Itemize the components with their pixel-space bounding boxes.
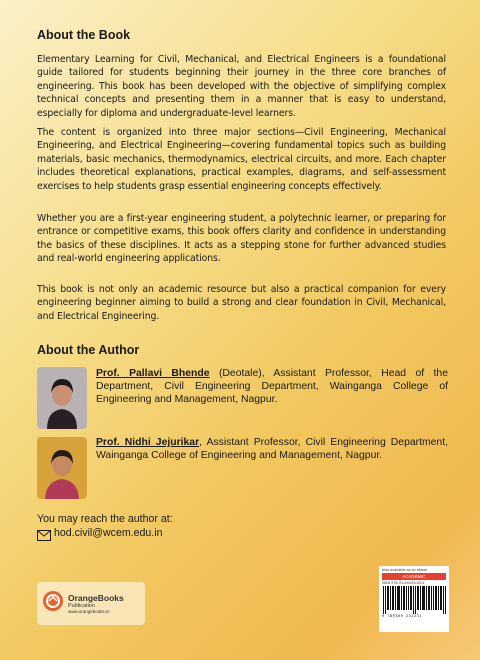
author-photo-pallavi [37,367,87,429]
author-1-bio [96,367,448,406]
author-1-name: Prof. Pallavi Bhende [96,368,210,379]
about-book-paragraph-4: This book is not only an academic resource but also a practical companion for every engineering beginner aiming to build a strong and clear foundation in Civil, Mechanical, and Electrical Engineering. [37,284,446,322]
publisher-name: OrangeBooks [68,593,124,603]
author-1-details: (Deotale), Assistant Professor, Head of the Department, Civil Engineering Department, Wainganga College of Engineering and Management, Nagpur. [96,368,448,405]
isbn-text: ISBN 978-93-XXXXX-XX-X [382,581,425,585]
reach-author-text: You may reach the author at: [37,513,173,525]
about-book-heading: About the Book [37,28,131,42]
email-row [37,527,163,540]
about-book-paragraph-1: Elementary Learning for Civil, Mechanical, and Electrical Engineers is a foundational guide tailored for students beginning their journey in the three core branches of engineering. This book has been developed with the objective of simplifying complex technical concepts and presenting them in a manner that is easy to understand, especially for diploma and undergraduate-level learners. [37,54,446,119]
author-2-details: , Assistant Professor, Civil Engineering Department, Wainganga College of Engineering and Management, Nagpur. [96,437,448,461]
about-author-heading: About the Author [37,343,140,357]
about-book-paragraph-2: The content is organized into three major sections—Civil Engineering, Mechanical Engineering, and Electrical Engineering—covering fundamental topics such as building materials, basic mechanics, thermodynamics, electrical circuits, and more. Each chapter includes theoretical explanations, practical examples, diagrams, and self-assessment exercises to help students grasp essential engineering concepts effectively. [37,127,446,192]
publisher-url: www.orangebooks.in [68,609,110,614]
barcode-number: 9 789369 232231 [382,614,422,618]
envelope-icon [37,528,51,539]
barcode-block [379,566,449,632]
author-2-bio [96,436,448,462]
author-photo-nidhi [37,437,87,499]
barcode-image [382,586,446,614]
orangebooks-logo-icon [42,590,64,617]
author-2-name: Prof. Nidhi Jejurikar [96,437,200,448]
about-book-paragraph-3: Whether you are a first-year engineering student, a polytechnic learner, or preparing for entrance or competitive exams, this book offers clarity and confidence in understanding the basics of these disciplines. It acts as a stepping stone for further advanced studies and real-world engineering applications. [37,213,446,265]
ebook-availability: Also available as an ebook [382,568,428,572]
author-email[interactable]: hod.civil@wcem.edu.in [54,527,163,539]
publisher-subtitle: Publication [68,603,95,609]
category-label: ACADEMIC [382,573,446,580]
publisher-badge [37,582,145,625]
publisher-text [68,593,124,614]
